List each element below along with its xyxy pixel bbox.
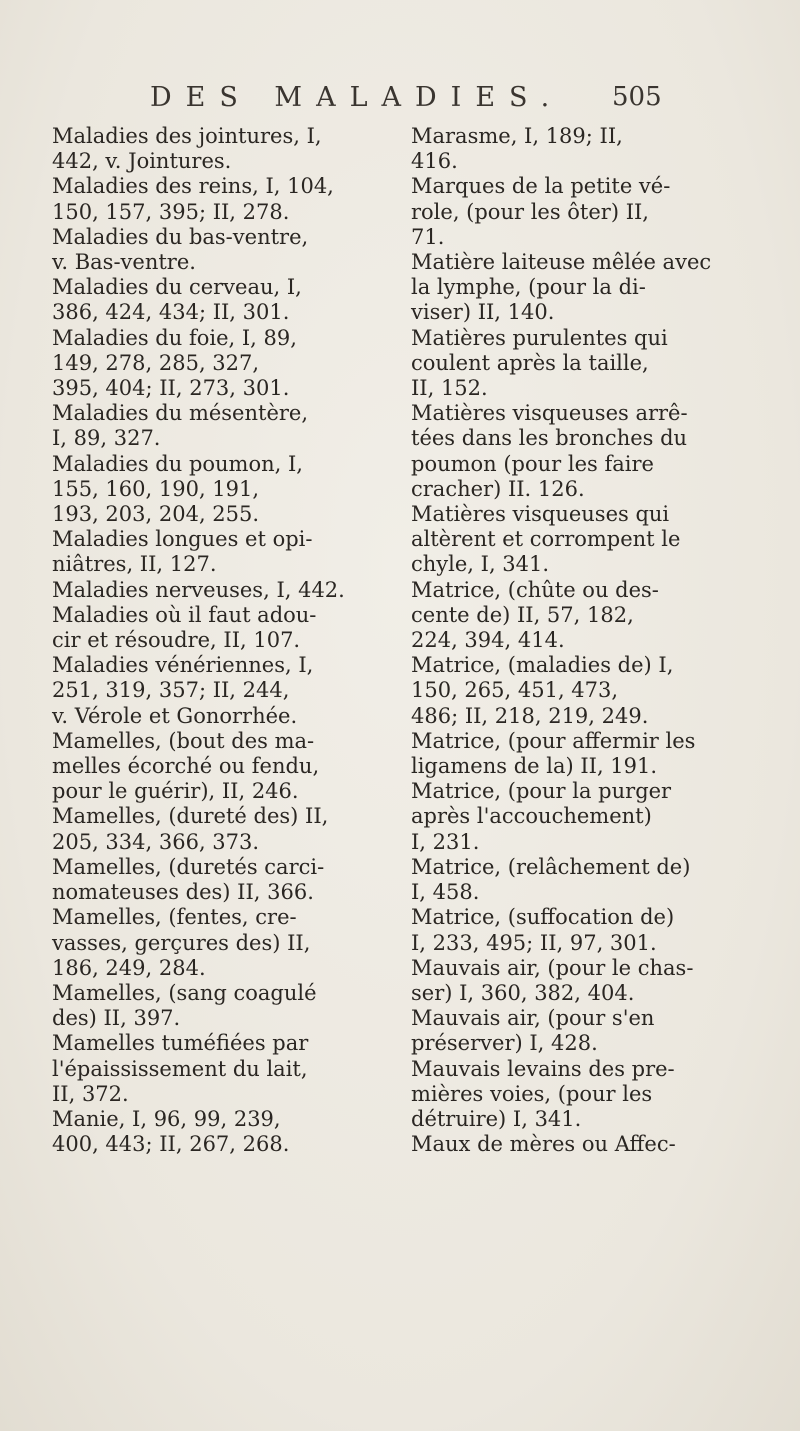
index-entry (52, 452, 352, 528)
index-entry-continuation-line: 224, 394, 414. (411, 628, 565, 653)
index-entry-headword-line: Matrice, (suffocation de) (411, 905, 675, 930)
index-entry (52, 1031, 352, 1107)
index-entry-continuation-line: cracher) II. 126. (411, 476, 585, 501)
index-entry (52, 174, 352, 224)
index-entry (411, 956, 711, 1006)
index-entry (52, 225, 352, 275)
index-entry-continuation-line: ligamens de la) II, 191. (411, 754, 658, 779)
index-entry-headword-line: Matrice, (pour la purger (411, 779, 672, 804)
index-entry-headword-line: Matière laiteuse mêlée avec (411, 250, 712, 275)
index-entry-continuation-line: cente de) II, 57, 182, (411, 602, 634, 627)
index-entry-continuation-line: 150, 157, 395; II, 278. (52, 199, 290, 224)
index-entry-continuation-line: après l'accouchement) (411, 804, 652, 829)
index-entry-headword-line: Maladies du mésentère, (52, 401, 309, 426)
index-entry (411, 729, 711, 779)
index-entry (52, 653, 352, 729)
index-entry-headword-line: Matrice, (maladies de) I, (411, 653, 674, 678)
index-entry-continuation-line: 400, 443; II, 267, 268. (52, 1132, 290, 1157)
index-entry (411, 653, 711, 729)
index-entry-continuation-line: 205, 334, 366, 373. (52, 829, 260, 854)
index-entry-headword-line: Maladies des jointures, I, (52, 124, 322, 148)
index-entry-headword-line: Matières visqueuses arrê- (411, 401, 688, 426)
index-entry-headword-line: Matrice, (pour affermir les (411, 728, 696, 753)
index-entry-headword-line: Matrice, (relâchement de) (411, 854, 691, 879)
index-entry-continuation-line: 416. (411, 149, 458, 174)
index-entry-continuation-line: détruire) I, 341. (411, 1106, 582, 1131)
index-entry-continuation-line: I, 458. (411, 880, 480, 905)
index-entry-continuation-line: 149, 278, 285, 327, (52, 350, 260, 375)
index-entry (52, 905, 352, 981)
index-entry (411, 401, 711, 502)
index-entry-continuation-line: ser) I, 360, 382, 404. (411, 980, 635, 1005)
index-entry (411, 1057, 711, 1133)
index-entry-continuation-line: 71. (411, 224, 445, 249)
index-entry-headword-line: Mauvais air, (pour s'en (411, 1006, 655, 1031)
index-entry-headword-line: Manie, I, 96, 99, 239, (52, 1106, 281, 1131)
index-entry-continuation-line: chyle, I, 341. (411, 552, 550, 577)
index-entry-continuation-line: des) II, 397. (52, 1006, 181, 1031)
index-entry-continuation-line: coulent après la taille, (411, 350, 649, 375)
index-entry (411, 855, 711, 905)
index-entry-continuation-line: 186, 249, 284. (52, 955, 206, 980)
index-entry (411, 1132, 711, 1157)
index-entry-continuation-line: 251, 319, 357; II, 244, (52, 678, 290, 703)
page-header (0, 82, 800, 122)
index-entry (52, 401, 352, 451)
index-entry-headword-line: Mamelles, (duretés carci- (52, 854, 325, 879)
index-entry-continuation-line: niâtres, II, 127. (52, 552, 217, 577)
index-entry-continuation-line: 442, v. Jointures. (52, 149, 232, 174)
index-entry (52, 578, 352, 603)
index-entry-continuation-line: II, 372. (52, 1081, 129, 1106)
index-entry-continuation-line: pour le guérir), II, 246. (52, 779, 299, 804)
index-entry-continuation-line: la lymphe, (pour la di- (411, 275, 646, 300)
index-entry-headword-line: Maladies du foie, I, 89, (52, 325, 297, 350)
index-entry (411, 1006, 711, 1056)
index-entry-continuation-line: mières voies, (pour les (411, 1081, 653, 1106)
index-entry (411, 250, 711, 326)
index-entry-continuation-line: préserver) I, 428. (411, 1031, 598, 1056)
index-entry-continuation-line: tées dans les bronches du (411, 426, 688, 451)
index-entry-headword-line: Marasme, I, 189; II, (411, 124, 623, 148)
index-entry-continuation-line: viser) II, 140. (411, 300, 555, 325)
index-entry-continuation-line: cir et résoudre, II, 107. (52, 628, 301, 653)
index-entry-headword-line: Maladies où il faut adou- (52, 602, 317, 627)
index-entry (52, 326, 352, 402)
index-entry-continuation-line: vasses, gerçures des) II, (52, 930, 311, 955)
index-entry (52, 855, 352, 905)
index-entry-headword-line: Mauvais air, (pour le chas- (411, 955, 694, 980)
index-entry-headword-line: Maladies du cerveau, I, (52, 275, 302, 300)
index-entry (411, 326, 711, 402)
index-column-right (411, 124, 711, 1157)
index-entry-headword-line: Maladies vénériennes, I, (52, 653, 314, 678)
index-entry-continuation-line: role, (pour les ôter) II, (411, 199, 649, 224)
index-entry-continuation-line: 486; II, 218, 219, 249. (411, 703, 649, 728)
index-entry-headword-line: Maux de mères ou Affec- (411, 1132, 676, 1157)
index-entry-continuation-line: II, 152. (411, 376, 488, 401)
index-entry-continuation-line: 193, 203, 204, 255. (52, 502, 260, 527)
index-entry-headword-line: Matrice, (chûte ou des- (411, 577, 659, 602)
index-entry-continuation-line: l'épaississement du lait, (52, 1056, 308, 1081)
index-entry-headword-line: Mamelles tuméfiées par (52, 1031, 309, 1056)
index-entry-continuation-line: v. Bas-ventre. (52, 250, 196, 275)
index-entry-continuation-line: I, 231. (411, 829, 480, 854)
index-entry-headword-line: Mamelles, (dureté des) II, (52, 804, 329, 829)
index-entry-headword-line: Maladies du bas-ventre, (52, 224, 309, 249)
index-entry-headword-line: Maladies nerveuses, I, 442. (52, 577, 345, 602)
index-entry-continuation-line: altèrent et corrompent le (411, 527, 681, 552)
index-entry (411, 578, 711, 654)
index-entry-headword-line: Mamelles, (sang coagulé (52, 980, 317, 1005)
index-entry-continuation-line: melles écorché ou fendu, (52, 754, 320, 779)
index-entry (52, 275, 352, 325)
index-entry (52, 527, 352, 577)
index-entry-continuation-line: I, 233, 495; II, 97, 301. (411, 930, 657, 955)
index-entry (411, 124, 711, 174)
index-entry-headword-line: Marques de la petite vé- (411, 174, 671, 199)
index-entry (411, 174, 711, 250)
index-entry (411, 779, 711, 855)
index-entry-headword-line: Mamelles, (fentes, cre- (52, 905, 297, 930)
index-entry-headword-line: Mauvais levains des pre- (411, 1056, 675, 1081)
index-entry-continuation-line: 155, 160, 190, 191, (52, 476, 260, 501)
index-entry-headword-line: Maladies du poumon, I, (52, 451, 303, 476)
index-entry (52, 1107, 352, 1157)
index-entry (52, 124, 352, 174)
index-entry-continuation-line: poumon (pour les faire (411, 451, 654, 476)
index-entry-headword-line: Mamelles, (bout des ma- (52, 728, 315, 753)
index-entry (52, 729, 352, 805)
running-title: DES MALADIES. (150, 82, 564, 113)
index-entry-continuation-line: nomateuses des) II, 366. (52, 880, 314, 905)
index-entry-headword-line: Maladies des reins, I, 104, (52, 174, 334, 199)
index-entry (52, 603, 352, 653)
page-number: 505 (612, 82, 662, 112)
index-entry-continuation-line: 395, 404; II, 273, 301. (52, 376, 290, 401)
index-entry-continuation-line: 386, 424, 434; II, 301. (52, 300, 290, 325)
index-entry (52, 981, 352, 1031)
index-entry-headword-line: Matières purulentes qui (411, 325, 668, 350)
index-column-left (52, 124, 352, 1157)
index-entry (52, 804, 352, 854)
index-entry-headword-line: Matières visqueuses qui (411, 502, 670, 527)
index-entry-headword-line: Maladies longues et opi- (52, 527, 313, 552)
index-entry-continuation-line: 150, 265, 451, 473, (411, 678, 619, 703)
index-entry (411, 502, 711, 578)
index-entry (411, 905, 711, 955)
index-entry-continuation-line: I, 89, 327. (52, 426, 161, 451)
index-entry-continuation-line: v. Vérole et Gonorrhée. (52, 703, 298, 728)
